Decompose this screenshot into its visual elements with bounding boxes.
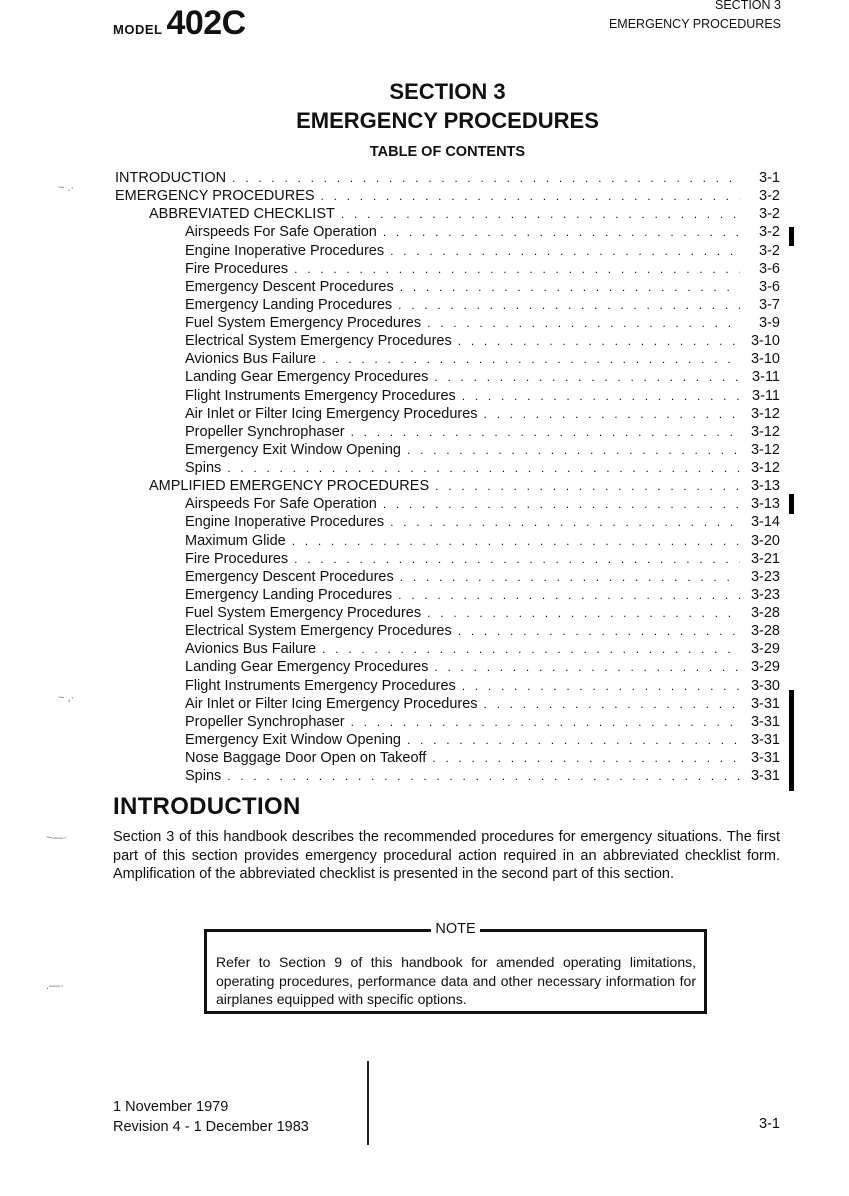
section-title-number: SECTION 3 — [389, 79, 506, 104]
toc-entry[interactable] — [115, 260, 780, 278]
toc-entry-label: Landing Gear Emergency Procedures — [185, 369, 429, 386]
toc-entry-label: Avionics Bus Failure — [185, 351, 317, 368]
toc-entry-page: 3-13 — [750, 478, 780, 495]
toc-entry[interactable] — [115, 477, 780, 495]
toc-leader-dots — [400, 278, 740, 296]
toc-entry[interactable] — [115, 205, 780, 223]
toc-entry-label: Emergency Exit Window Opening — [185, 731, 401, 748]
toc-leader-dots — [427, 314, 740, 332]
toc-title: TABLE OF CONTENTS — [369, 144, 526, 160]
binding-mark: ~—· — [46, 832, 68, 844]
model-label: MODEL — [113, 22, 163, 37]
toc-entry-label: Flight Instruments Emergency Procedures — [185, 387, 456, 404]
toc-entry-label: Spins — [185, 768, 222, 785]
toc-entry-label: Emergency Exit Window Opening — [185, 441, 401, 458]
toc-entry-page: 3-28 — [750, 623, 780, 640]
toc-leader-dots — [407, 441, 740, 459]
toc-entry-label: Nose Baggage Door Open on Takeoff — [185, 750, 427, 766]
toc-entry-page: 3-6 — [759, 278, 780, 295]
table-of-contents — [115, 169, 780, 785]
introduction-heading: INTRODUCTION — [113, 793, 301, 820]
toc-entry-page: 3-29 — [750, 641, 780, 658]
toc-leader-dots — [434, 368, 740, 386]
toc-entry-page: 3-11 — [752, 369, 780, 386]
toc-entry-page: 3-10 — [750, 333, 780, 350]
toc-entry-page: 3-31 — [750, 695, 780, 712]
binding-mark: ~ .· — [58, 182, 75, 194]
toc-entry-label: AMPLIFIED EMERGENCY PROCEDURES — [149, 478, 430, 495]
note-label-text: NOTE — [431, 921, 479, 937]
toc-leader-dots — [407, 731, 740, 749]
toc-entry[interactable] — [115, 658, 780, 676]
running-header-section: SECTION 3 — [715, 0, 781, 12]
toc-leader-dots — [294, 550, 740, 568]
toc-entry-label: ABBREVIATED CHECKLIST — [149, 206, 335, 223]
toc-entry[interactable] — [115, 604, 780, 622]
toc-entry-label: Fuel System Emergency Procedures — [185, 605, 422, 621]
toc-entry[interactable] — [115, 767, 780, 785]
toc-entry[interactable] — [115, 550, 780, 568]
toc-entry-page: 3-10 — [750, 351, 780, 368]
toc-entry-label: Flight Instruments Emergency Procedures — [185, 677, 456, 694]
toc-entry-page: 3-31 — [750, 731, 780, 748]
toc-leader-dots — [321, 187, 740, 205]
toc-entry[interactable] — [115, 350, 780, 368]
toc-entry[interactable] — [115, 695, 780, 713]
toc-leader-dots — [458, 622, 740, 640]
toc-entry[interactable] — [115, 332, 780, 350]
toc-entry[interactable] — [115, 568, 780, 586]
toc-entry[interactable] — [115, 187, 780, 205]
running-header-title: EMERGENCY PROCEDURES — [608, 17, 781, 31]
binding-mark: ~ ,· — [58, 692, 75, 704]
introduction-paragraph: Section 3 of this handbook describes the recommended procedures for emergency situations. The first part of this section provides emergency procedural action required in an abbreviated checklist form. Amplification of the abbreviated checklist is presented in the second part of this section. — [113, 829, 780, 882]
page-number: 3-1 — [759, 1116, 780, 1132]
note-box — [204, 921, 707, 1014]
toc-entry[interactable] — [115, 495, 780, 513]
toc-entry-label: Fuel System Emergency Procedures — [185, 315, 422, 331]
toc-entry-page: 3-6 — [759, 260, 780, 277]
toc-leader-dots — [427, 604, 740, 622]
toc-entry[interactable] — [115, 441, 780, 459]
toc-leader-dots — [432, 749, 740, 767]
toc-leader-dots — [484, 405, 740, 423]
toc-entry-page: 3-23 — [750, 586, 780, 603]
toc-leader-dots — [351, 713, 740, 731]
toc-entry-label: Fire Procedures — [185, 260, 289, 277]
footer-dates — [113, 1097, 309, 1137]
toc-entry-label: Emergency Landing Procedures — [185, 296, 393, 313]
toc-entry-label: Airspeeds For Safe Operation — [185, 496, 377, 513]
toc-entry-label: Propeller Synchrophaser — [185, 713, 345, 730]
toc-entry-page: 3-12 — [750, 460, 780, 476]
toc-entry-label: Fire Procedures — [185, 550, 289, 567]
change-bar — [789, 227, 794, 246]
toc-entry-page: 3-1 — [759, 170, 780, 186]
footer-revision: Revision 4 - 1 December 1983 — [113, 1119, 309, 1135]
section-title — [0, 77, 849, 135]
toc-entry-page: 3-11 — [752, 387, 780, 404]
running-header — [609, 0, 781, 34]
toc-entry[interactable] — [115, 242, 780, 260]
toc-entry-page: 3-14 — [750, 514, 780, 531]
section-title-name: EMERGENCY PROCEDURES — [296, 108, 599, 133]
toc-leader-dots — [232, 169, 740, 187]
toc-entry-page: 3-31 — [750, 750, 780, 766]
toc-leader-dots — [434, 658, 740, 676]
toc-entry-label: Landing Gear Emergency Procedures — [185, 659, 429, 676]
toc-entry-page: 3-2 — [759, 188, 780, 205]
toc-leader-dots — [398, 296, 740, 314]
toc-entry-label: Electrical System Emergency Procedures — [185, 623, 452, 640]
toc-entry-label: Propeller Synchrophaser — [185, 423, 345, 440]
toc-leader-dots — [383, 223, 740, 241]
toc-entry-page: 3-12 — [750, 441, 780, 458]
toc-entry-page: 3-31 — [750, 768, 780, 785]
change-bar — [789, 494, 794, 514]
toc-entry-label: Air Inlet or Filter Icing Emergency Procedures — [185, 695, 478, 712]
toc-entry[interactable] — [115, 387, 780, 405]
toc-leader-dots — [390, 513, 740, 531]
toc-leader-dots — [462, 387, 740, 405]
toc-leader-dots — [435, 477, 740, 495]
binding-mark: .—· — [46, 980, 64, 992]
toc-leader-dots — [341, 205, 740, 223]
toc-entry-page: 3-29 — [750, 659, 780, 676]
toc-entry[interactable] — [115, 532, 780, 550]
toc-entry-page: 3-13 — [750, 496, 780, 513]
toc-entry-page: 3-12 — [750, 405, 780, 422]
toc-entry-page: 3-21 — [750, 550, 780, 567]
toc-entry-label: Electrical System Emergency Procedures — [185, 333, 452, 350]
toc-entry-label: Engine Inoperative Procedures — [185, 242, 385, 259]
change-bar — [789, 690, 794, 791]
model-designation — [113, 4, 246, 43]
toc-leader-dots — [322, 640, 740, 658]
toc-leader-dots — [351, 423, 740, 441]
toc-entry[interactable] — [115, 368, 780, 386]
footer-original-date: 1 November 1979 — [113, 1099, 229, 1115]
toc-leader-dots — [400, 568, 740, 586]
toc-leader-dots — [227, 767, 740, 785]
toc-entry-label: Spins — [185, 460, 222, 476]
toc-entry[interactable] — [115, 223, 780, 241]
toc-entry[interactable] — [115, 459, 780, 477]
footer-divider — [367, 1061, 369, 1145]
toc-entry-page: 3-20 — [750, 532, 780, 549]
toc-entry-label: Engine Inoperative Procedures — [185, 514, 385, 531]
toc-leader-dots — [462, 677, 740, 695]
toc-entry-page: 3-31 — [750, 713, 780, 730]
toc-entry[interactable] — [115, 314, 780, 332]
model-number: 402C — [166, 4, 246, 42]
toc-entry[interactable] — [115, 713, 780, 731]
toc-leader-dots — [484, 695, 740, 713]
toc-entry[interactable] — [115, 586, 780, 604]
toc-entry[interactable] — [115, 749, 780, 767]
toc-entry[interactable] — [115, 513, 780, 531]
toc-entry[interactable] — [115, 731, 780, 749]
toc-entry[interactable] — [115, 169, 780, 187]
toc-leader-dots — [390, 242, 740, 260]
toc-entry-page: 3-2 — [759, 206, 780, 223]
toc-entry[interactable] — [115, 677, 780, 695]
toc-entry-label: INTRODUCTION — [115, 170, 227, 186]
toc-entry-page: 3-2 — [759, 224, 780, 241]
toc-entry-page: 3-12 — [750, 423, 780, 440]
toc-entry[interactable] — [115, 405, 780, 423]
toc-entry-label: Emergency Landing Procedures — [185, 586, 393, 603]
toc-leader-dots — [292, 532, 740, 550]
toc-entry[interactable] — [115, 622, 780, 640]
toc-entry-label: Emergency Descent Procedures — [185, 568, 394, 585]
toc-leader-dots — [227, 459, 740, 477]
toc-entry-label: Avionics Bus Failure — [185, 641, 317, 658]
toc-entry[interactable] — [115, 423, 780, 441]
toc-leader-dots — [322, 350, 740, 368]
toc-entry-label: Airspeeds For Safe Operation — [185, 224, 377, 241]
toc-entry-page: 3-28 — [750, 605, 780, 621]
toc-entry-label: Emergency Descent Procedures — [185, 278, 394, 295]
toc-entry-page: 3-30 — [750, 677, 780, 694]
toc-entry[interactable] — [115, 296, 780, 314]
toc-entry-page: 3-23 — [750, 568, 780, 585]
toc-entry-page: 3-2 — [759, 242, 780, 259]
toc-entry-label: Maximum Glide — [185, 532, 286, 549]
toc-entry-page: 3-7 — [759, 296, 780, 313]
toc-entry[interactable] — [115, 640, 780, 658]
toc-entry[interactable] — [115, 278, 780, 296]
toc-entry-label: EMERGENCY PROCEDURES — [115, 188, 315, 205]
toc-leader-dots — [383, 495, 740, 513]
toc-leader-dots — [294, 260, 740, 278]
note-label — [207, 920, 704, 938]
toc-leader-dots — [458, 332, 740, 350]
toc-entry-page: 3-9 — [759, 315, 780, 331]
toc-leader-dots — [398, 586, 740, 604]
toc-entry-label: Air Inlet or Filter Icing Emergency Procedures — [185, 405, 478, 422]
note-text: Refer to Section 9 of this handbook for amended operating limitations, operating procedures, performance data and other necessary information for airplanes equipped with specific options. — [216, 954, 696, 1007]
